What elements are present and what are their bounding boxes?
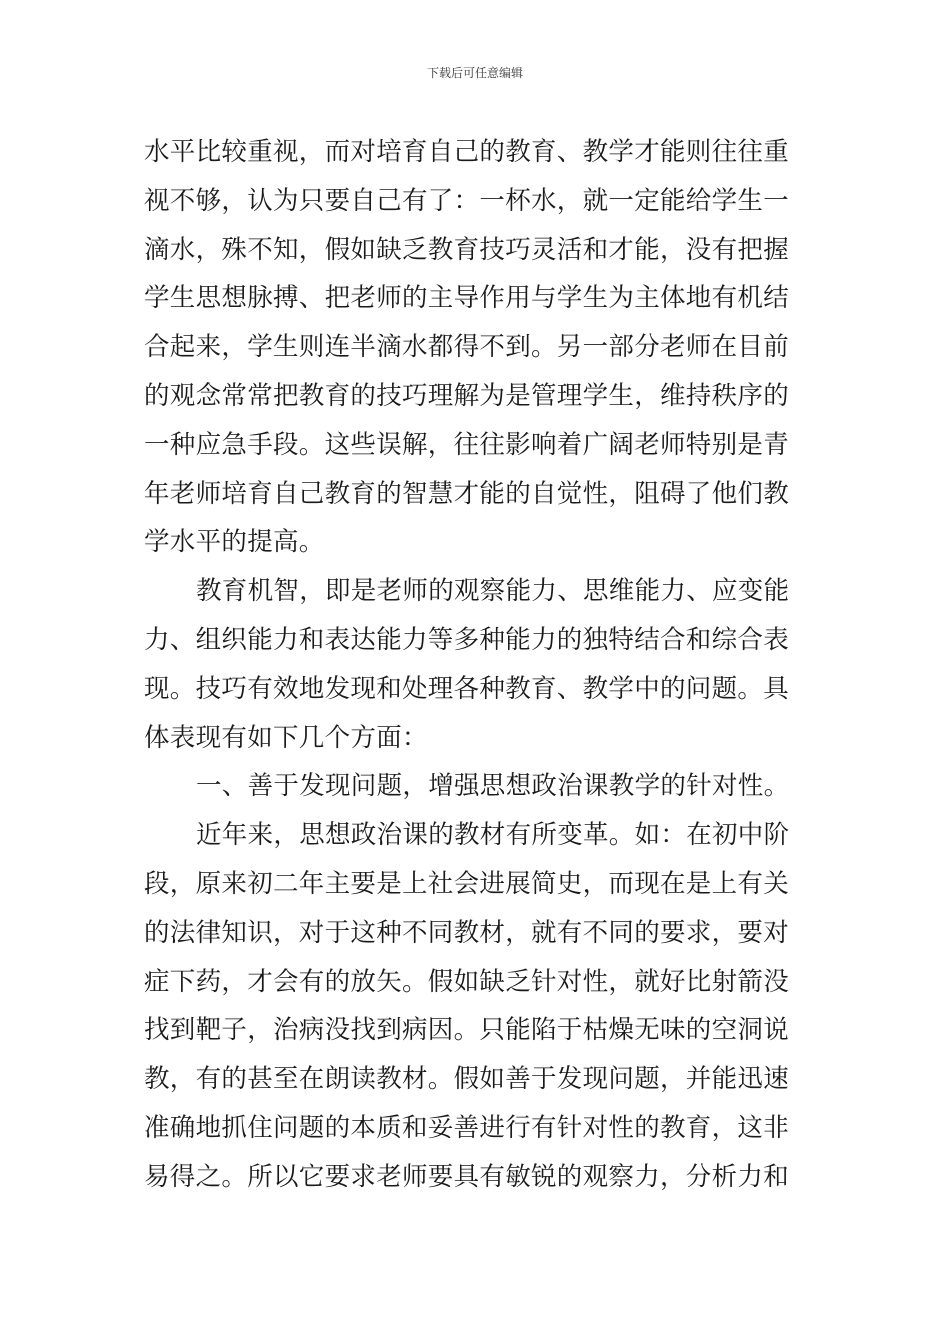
body-line: 学生思想脉搏、把老师的主导作用与学生为主体地有机结 [144, 283, 790, 314]
body-line: 合起来，学生则连半滴水都得不到。另一部分老师在目前 [144, 332, 790, 363]
section-heading: 一、善于发现问题，增强思想政治课教学的针对性。 [196, 771, 790, 802]
body-line: 的观念常常把教育的技巧理解为是管理学生，维持秩序的 [144, 380, 790, 411]
body-line: 的法律知识，对于这种不同教材，就有不同的要求，要对 [144, 917, 790, 948]
body-line: 年老师培育自己教育的智慧才能的自觉性，阻碍了他们教 [144, 478, 790, 509]
body-line: 一种应急手段。这些误解，往往影响着广阔老师特别是青 [144, 429, 790, 460]
body-line: 滴水，殊不知，假如缺乏教育技巧灵活和才能，没有把握 [144, 234, 790, 265]
body-line: 力、组织能力和表达能力等多种能力的独特结合和综合表 [144, 624, 790, 655]
body-line: 找到靶子，治病没找到病因。只能陷于枯燥无味的空洞说 [144, 1015, 790, 1046]
body-line: 现。技巧有效地发现和处理各种教育、教学中的问题。具 [144, 673, 790, 704]
body-line: 症下药，才会有的放矢。假如缺乏针对性，就好比射箭没 [144, 966, 790, 997]
page-header: 下载后可任意编辑 [426, 66, 523, 80]
document-body [144, 128, 808, 1202]
body-line: 水平比较重视，而对培育自己的教育、教学才能则往往重 [144, 137, 790, 167]
body-line: 教，有的甚至在朗读教材。假如善于发现问题，并能迅速 [144, 1064, 790, 1095]
body-line: 体表现有如下几个方面： [144, 722, 428, 753]
paragraph-first-line: 教育机智，即是老师的观察能力、思维能力、应变能 [196, 576, 790, 607]
body-line: 易得之。所以它要求老师要具有敏锐的观察力，分析力和 [144, 1161, 790, 1192]
body-line: 学水平的提高。 [144, 527, 325, 558]
body-line: 段，原来初二年主要是上社会进展简史，而现在是上有关 [144, 868, 790, 899]
paragraph-first-line: 近年来，思想政治课的教材有所变革。如：在初中阶 [196, 820, 790, 851]
body-line: 视不够，认为只要自己有了：一杯水，就一定能给学生一 [144, 185, 790, 216]
body-line: 准确地抓住问题的本质和妥善进行有针对性的教育，这非 [144, 1112, 790, 1143]
